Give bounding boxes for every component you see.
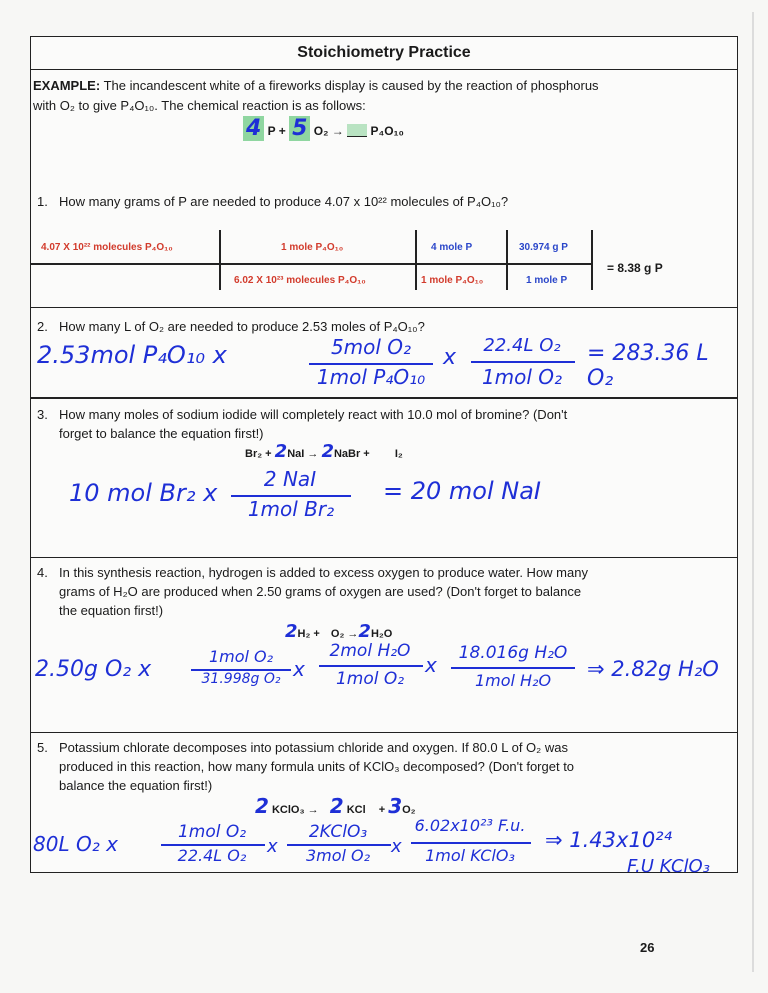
q2-f2-bot: 1mol O₂	[481, 365, 563, 389]
section-q4	[31, 557, 737, 733]
q2-number: 2.	[37, 319, 48, 334]
q5-eq-o2: O₂	[402, 804, 416, 816]
q5-number: 5.	[37, 740, 48, 755]
example-label: EXAMPLE:	[33, 78, 101, 93]
page-edge-shadow	[752, 12, 754, 972]
q3-text2: forget to balance the equation first!)	[59, 426, 264, 441]
q4-text1: In this synthesis reaction, hydrogen is added to excess oxygen to produce water. How many	[59, 565, 588, 580]
q4-equation	[285, 621, 392, 642]
page-number: 26	[640, 940, 655, 955]
q4-f3-bar	[451, 667, 575, 669]
q5-f3-top: 6.02x10²³ F.u.	[414, 816, 526, 835]
example-coef2: 5	[289, 116, 310, 141]
q5-f2-bot: 3mol O₂	[305, 846, 371, 865]
q4-eq-o2: O₂ →	[330, 628, 359, 640]
q3-equation	[245, 441, 403, 462]
q4-f1-top: 1mol O₂	[208, 647, 274, 666]
section-q3	[31, 397, 737, 558]
q4-coef-h2o: 2	[358, 621, 371, 642]
q5-f1-bot: 22.4L O₂	[177, 846, 247, 865]
table-vline-4	[591, 230, 593, 290]
q4-start: 2.50g O₂ x	[35, 657, 152, 682]
q3-eq-br2: Br₂ +	[245, 448, 272, 460]
q4-text2: grams of H₂O are produced when 2.50 grams of oxygen are used? (Don't forget to balance	[59, 584, 582, 599]
q4-f3-top: 18.016g H₂O	[458, 643, 568, 663]
q2-result: = 283.36 L O₂	[587, 341, 709, 391]
q4-f2-top: 2mol H₂O	[329, 641, 411, 661]
table-r2c2: 6.02 X 10²³ molecules P₄O₁₀	[234, 275, 366, 286]
example-text2: with O₂ to give P₄O₁₀. The chemical reaction is as follows:	[33, 98, 366, 113]
table-r2c4: 1 mole P	[526, 275, 568, 286]
q3-eq-nabr: NaBr +	[333, 448, 370, 460]
q5-coef-kclo3: 2	[255, 794, 269, 818]
example-line1	[33, 76, 599, 95]
table-result: = 8.38 g P	[607, 261, 663, 275]
table-r1c1: 4.07 X 10²² molecules P₄O₁₀	[41, 242, 173, 253]
q5-eq-kcl: KCl	[346, 804, 366, 816]
q2-start: 2.53mol P₄O₁₀ x	[37, 341, 227, 369]
example-eq-end: P₄O₁₀	[370, 124, 404, 138]
q4-eq-h2: H₂ +	[297, 628, 320, 640]
q5-x3: x	[391, 836, 402, 857]
q3-coef-nabr: 2	[321, 441, 334, 462]
section-q2	[31, 307, 737, 399]
section-q5	[31, 732, 737, 877]
q3-eq-i2: I₂	[394, 448, 403, 460]
page-title: Stoichiometry Practice	[31, 37, 737, 70]
q4-coef-h2: 2	[285, 621, 298, 642]
table-r1c3: 4 mole P	[431, 242, 473, 253]
q5-f2-top: 2KClO₃	[308, 822, 368, 842]
q5-text3: balance the equation first!)	[59, 778, 213, 793]
q4-eq-h2o: H₂O	[370, 628, 393, 640]
example-text1: The incandescent white of a fireworks display is caused by the reaction of phosphorus	[103, 78, 599, 93]
q5-result-unit: F.U KClO₃	[627, 856, 710, 877]
q3-eq-nai: NaI →	[287, 448, 319, 460]
example-equation	[243, 116, 404, 141]
q5-eq-kclo3: KClO₃ →	[271, 804, 319, 816]
q3-coef-nai: 2	[274, 441, 288, 462]
q2-f2-top: 22.4L O₂	[483, 335, 561, 356]
q1-text: How many grams of P are needed to produce 4.07 x 10²² molecules of P₄O₁₀?	[59, 194, 509, 209]
example-coef1: 4	[243, 116, 264, 141]
q4-text3: the equation first!)	[59, 603, 164, 618]
q5-text1: Potassium chlorate decomposes into potassium chloride and oxygen. If 80.0 L of O₂ was	[59, 740, 568, 755]
q3-f1-top: 2 NaI	[263, 467, 317, 491]
q4-result: ⇒ 2.82g H₂O	[587, 657, 719, 681]
q1-number: 1.	[37, 194, 48, 209]
q3-start: 10 mol Br₂ x	[69, 479, 218, 507]
q2-f2-bar	[471, 361, 575, 363]
q5-coef-o2: 3	[388, 794, 403, 818]
q5-coef-kcl: 2	[329, 794, 344, 818]
q4-x2: x	[293, 657, 305, 681]
q4-f2-bar	[319, 665, 423, 667]
worksheet	[30, 36, 738, 877]
q4-f1-bot: 31.998g O₂	[201, 671, 281, 687]
q5-f3-bot: 1mol KClO₃	[425, 846, 515, 865]
q4-f3-bot: 1mol H₂O	[474, 671, 552, 690]
q2-f1-top: 5mol O₂	[330, 335, 412, 359]
example-blank	[347, 124, 367, 137]
example-eq-o2: O₂ →	[313, 124, 344, 138]
table-vline-2	[415, 230, 417, 290]
q2-text: How many L of O₂ are needed to produce 2.53 moles of P₄O₁₀?	[59, 319, 425, 334]
q2-x2: x	[443, 345, 457, 370]
section-example-q1	[31, 70, 737, 308]
q4-x3: x	[425, 653, 437, 677]
q5-text2: produced in this reaction, how many formula units of KClO₃ decomposed? (Don't forget to	[59, 759, 575, 774]
q4-number: 4.	[37, 565, 48, 580]
q5-f3-bar	[411, 842, 531, 844]
q5-start: 80L O₂ x	[33, 832, 118, 856]
table-r2c3: 1 mole P₄O₁₀	[421, 275, 484, 286]
table-vline-1	[219, 230, 221, 290]
table-r1c4: 30.974 g P	[519, 242, 568, 253]
q2-f1-bot: 1mol P₄O₁₀	[316, 365, 426, 389]
q3-f1-bot: 1mol Br₂	[247, 497, 335, 521]
q3-number: 3.	[37, 407, 48, 422]
q3-result: = 20 mol NaI	[383, 477, 542, 505]
q3-text1: How many moles of sodium iodide will completely react with 10.0 mol of bromine? (Don't	[59, 407, 568, 422]
table-r1c2: 1 mole P₄O₁₀	[281, 242, 344, 253]
q5-x2: x	[267, 836, 278, 857]
q4-f2-bot: 1mol O₂	[335, 669, 405, 689]
q5-f1-top: 1mol O₂	[177, 822, 247, 842]
q5-result: ⇒ 1.43x10²⁴	[545, 828, 673, 852]
q5-eq-plus: +	[378, 804, 386, 816]
table-vline-3	[506, 230, 508, 290]
example-eq-mid: P +	[267, 124, 286, 138]
q5-equation	[255, 794, 416, 818]
